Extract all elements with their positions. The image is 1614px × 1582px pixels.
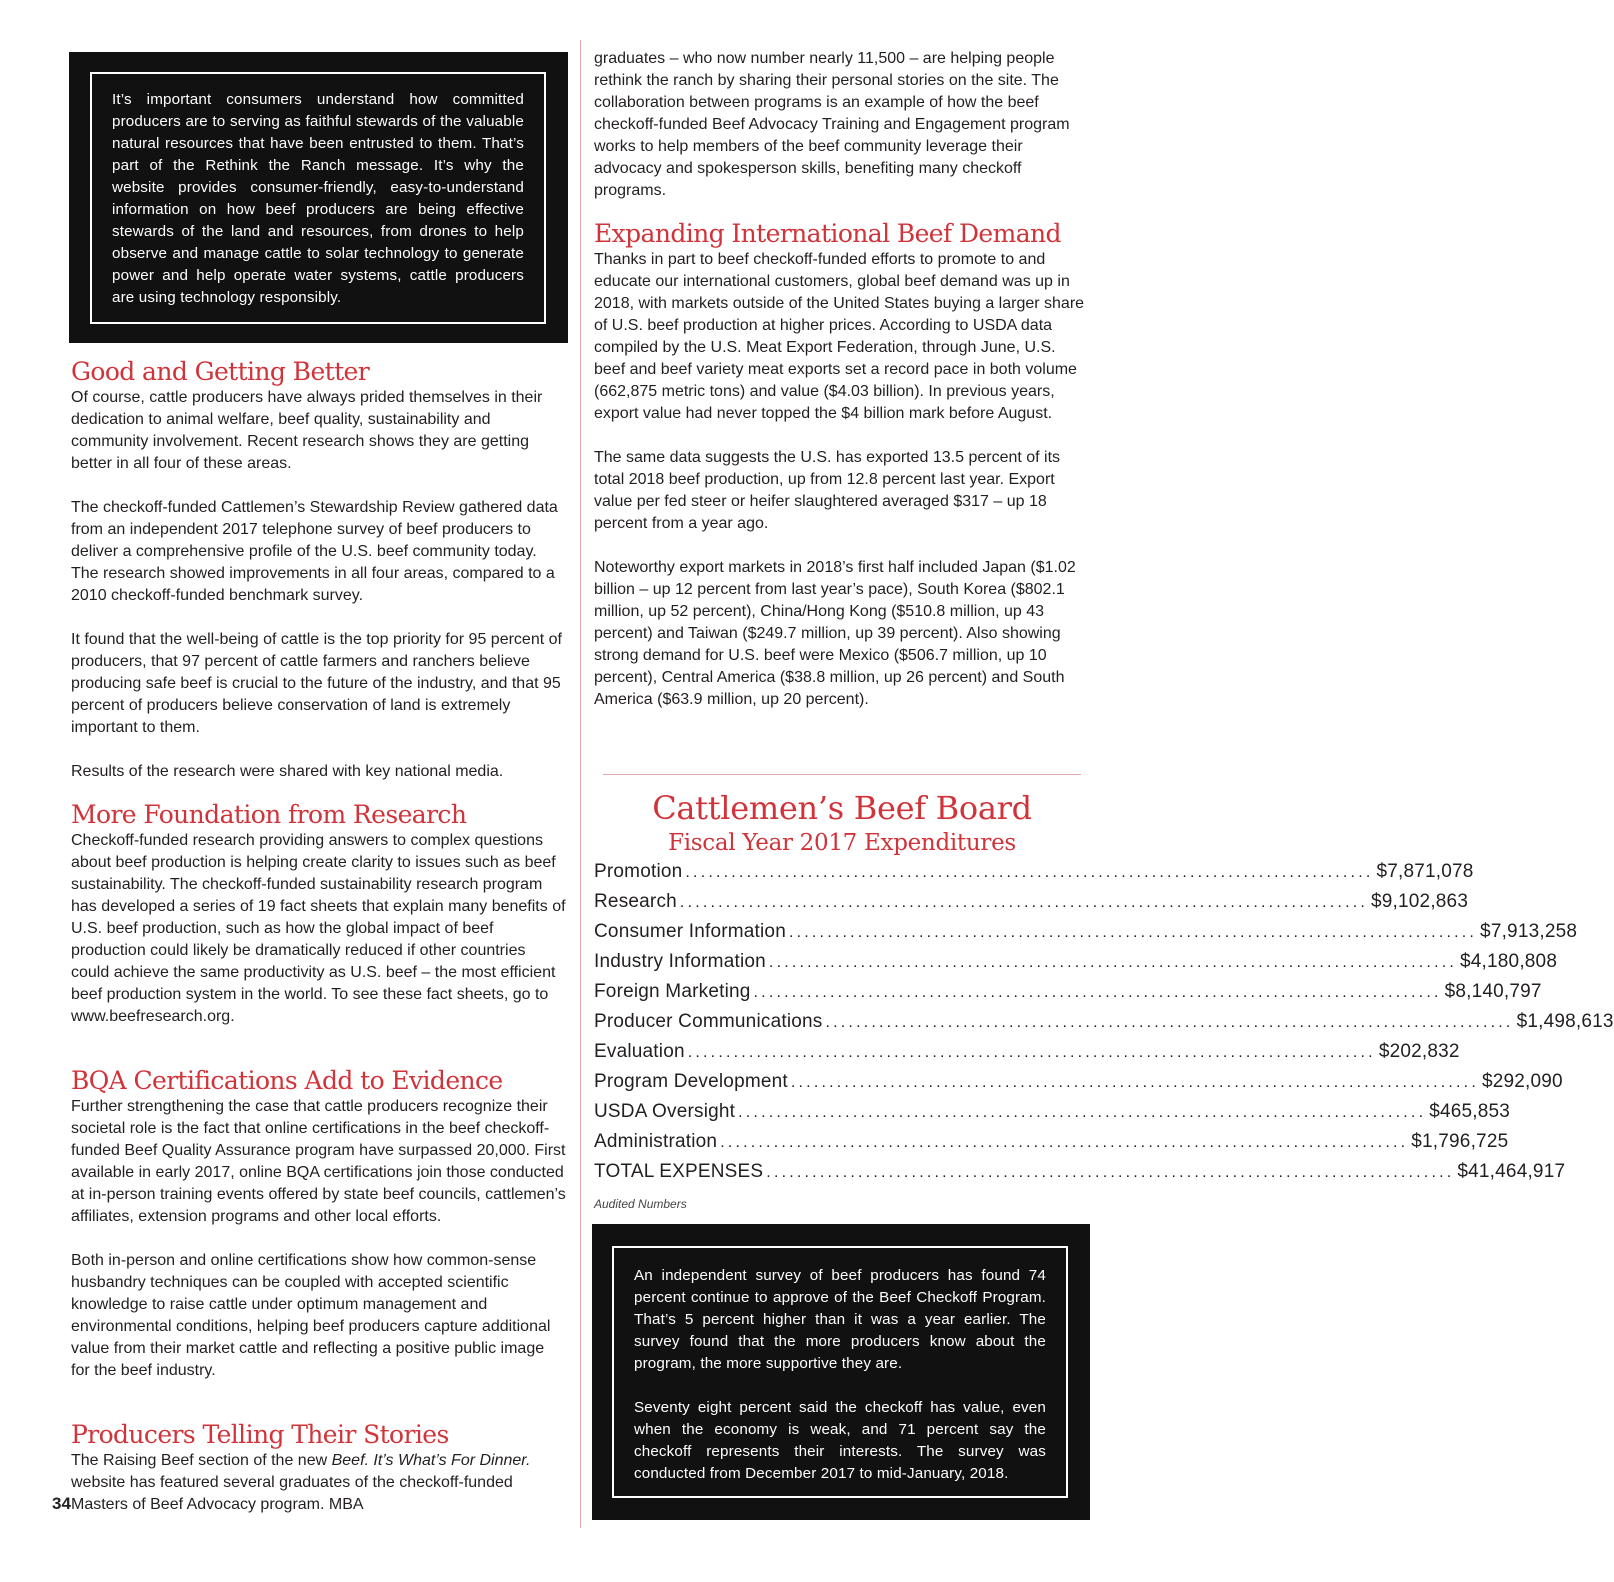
expense-label: Consumer Information <box>594 921 786 942</box>
expense-label: Program Development <box>594 1071 788 1092</box>
expenditure-row <box>594 891 1469 917</box>
callout-text: It’s important consumers understand how committed producers are to serving as faithful stewards of the valuable natural resources that have been entrusted to them. That’s part of the Rethink the Ranch message. It’s why the website provides consumer-friendly, easy-to-understand information on how beef producers are being effective stewards of the land and resources, from drones to help observe and manage cattle to solar technology to generate power and help operate water systems, cattle producers are using technology responsibly. <box>112 91 524 306</box>
column-divider <box>580 40 581 1528</box>
expenditure-row <box>594 861 1474 887</box>
expense-amount: $4,180,808 <box>1460 951 1558 972</box>
board-subtitle: Fiscal Year 2017 Expenditures <box>668 830 1016 856</box>
section-heading: More Foundation from Research <box>71 800 467 829</box>
expense-label: USDA Oversight <box>594 1101 736 1122</box>
board-divider <box>603 774 1081 775</box>
expense-amount: $7,871,078 <box>1376 861 1474 882</box>
expenditure-row <box>594 1041 1460 1067</box>
expense-label: Producer Communications <box>594 1011 823 1032</box>
section-more-foundation <box>71 800 567 1028</box>
expense-amount: $8,140,797 <box>1444 981 1542 1002</box>
expense-amount: $1,796,725 <box>1411 1131 1509 1152</box>
expense-amount: $465,853 <box>1429 1101 1511 1122</box>
expenditure-row <box>594 1131 1509 1157</box>
paragraph: Of course, cattle producers have always prided themselves in their dedication to animal welfare, beef quality, sustainability and community involvement. Recent research shows they are getting better in all four of these areas. <box>71 389 543 472</box>
expense-amount: $9,102,863 <box>1371 891 1469 912</box>
paragraph: Noteworthy export markets in 2018’s first half included Japan ($1.02 billion – up 12 percent from last year’s pace), South Korea ($802.1 million, up 52 percent), China/Hong Kong ($510.8 million, up 43 percent) and Taiwan ($249.7 million, up 39 percent). Also showing strong demand for U.S. beef were Mexico ($506.7 million, up 10 percent), Central America ($38.8 million, up 26 percent) and South America ($63.9 million, up 20 percent). <box>594 559 1076 708</box>
dot-leader: .......................................................................................... <box>788 924 1478 941</box>
dot-leader: .......................................................................................... <box>679 894 1368 911</box>
expense-label: TOTAL EXPENSES <box>594 1161 764 1182</box>
callout-frame <box>612 1246 1068 1498</box>
paragraph: The checkoff-funded Cattlemen’s Stewardship Review gathered data from an independent 2017 telephone survey of beef producers to deliver a comprehensive profile of the U.S. beef community today. The research showed improvements in all four areas, compared to a 2010 checkoff-funded benchmark survey. <box>71 499 558 604</box>
dot-leader: .......................................................................................... <box>768 954 1457 971</box>
dot-leader: .......................................................................................... <box>790 1074 1479 1091</box>
website-name: Beef. It’s What’s For Dinner. <box>331 1452 531 1469</box>
expense-label: Promotion <box>594 861 683 882</box>
paragraph: graduates – who now number nearly 11,500 – are helping people rethink the ranch by sharing their personal stories on the site. The collaboration between programs is an example of how the beef checkoff-funded Beef Advocacy Training and Engagement program works to help members of the beef community leverage their advocacy and spokesperson skills, benefiting many checkoff programs. <box>594 50 1070 199</box>
expense-label: Industry Information <box>594 951 766 972</box>
dot-leader: .......................................................................................... <box>753 984 1442 1001</box>
expense-label: Research <box>594 891 677 912</box>
expenditure-row <box>594 1101 1511 1127</box>
paragraph <box>71 1450 567 1516</box>
paragraph: Results of the research were shared with key national media. <box>71 763 504 780</box>
stewardship-callout <box>69 52 568 343</box>
expenditure-row <box>594 951 1558 977</box>
section-producers-stories <box>71 1420 567 1516</box>
dot-leader: .......................................................................................... <box>738 1104 1427 1121</box>
callout-text: Seventy eight percent said the checkoff has value, even when the economy is weak, and 71 percent say the checkoff represents their interests. The survey was conducted from December 2017 to mid-January, 2018. <box>634 1399 1046 1482</box>
callout-frame <box>90 72 546 324</box>
callout-text: An independent survey of beef producers has found 74 percent continue to approve of the Beef Checkoff Program. That’s 5 percent higher than it was a year earlier. The survey found that the more producers know about the program, the more supportive they are. <box>634 1267 1046 1372</box>
section-heading: Expanding International Beef Demand <box>594 219 1061 248</box>
expense-amount: $41,464,917 <box>1457 1161 1566 1182</box>
paragraph: Thanks in part to beef checkoff-funded efforts to promote to and educate our international customers, global beef demand was up in 2018, with markets outside of the United States buying a larger share of U.S. beef production at higher prices. According to USDA data compiled by the U.S. Meat Export Federation, through June, U.S. beef and beef variety meat exports set a record pace in both volume (662,875 metric tons) and value ($4.03 billion). In previous years, export value had never topped the $4 billion mark before August. <box>594 251 1085 422</box>
expenditure-row <box>594 1011 1614 1037</box>
survey-callout <box>592 1224 1090 1520</box>
section-continued <box>594 48 1090 202</box>
dot-leader: .......................................................................................... <box>685 864 1374 881</box>
section-good-and-getting-better <box>71 357 567 783</box>
expenditure-row <box>594 921 1578 947</box>
section-heading: Good and Getting Better <box>71 357 370 386</box>
text-run: website has featured several graduates of the checkoff-funded Masters of Beef Advocacy program. MBA <box>71 1474 513 1513</box>
paragraph: Checkoff-funded research providing answers to complex questions about beef production is helping create clarity to issues such as beef sustainability. The checkoff-funded sustainability research program has developed a series of 19 fact sheets that explain many benefits of U.S. beef production, such as how the global impact of beef production could likely be dramatically reduced if other countries could achieve the same productivity as U.S. beef – the most efficient beef production system in the world. To see these fact sheets, go to www.beefresearch.org. <box>71 832 566 1025</box>
expense-label: Foreign Marketing <box>594 981 751 1002</box>
text-run: The Raising Beef section of the new <box>71 1452 332 1469</box>
page-number: 34 <box>52 1494 71 1513</box>
dot-leader: .......................................................................................... <box>766 1164 1455 1181</box>
paragraph: Both in-person and online certifications show how common-sense husbandry techniques can be coupled with accepted scientific knowledge to raise cattle under optimum management and environmental conditions, helping beef producers capture additional value from their market cattle and reflecting a positive public image for the beef industry. <box>71 1252 551 1379</box>
section-heading: BQA Certifications Add to Evidence <box>71 1066 503 1095</box>
expenditure-total-row <box>594 1161 1566 1187</box>
board-title: Cattlemen’s Beef Board <box>652 789 1032 827</box>
audited-note: Audited Numbers <box>594 1197 687 1211</box>
dot-leader: .......................................................................................... <box>825 1014 1514 1031</box>
paragraph: The same data suggests the U.S. has exported 13.5 percent of its total 2018 beef production, up from 12.8 percent last year. Export value per fed steer or heifer slaughtered averaged $317 – up 18 percent from a year ago. <box>594 449 1061 532</box>
expenditure-row <box>594 1071 1563 1097</box>
section-heading: Producers Telling Their Stories <box>71 1420 449 1449</box>
dot-leader: .......................................................................................... <box>687 1044 1376 1061</box>
dot-leader: .......................................................................................... <box>720 1134 1409 1151</box>
paragraph: It found that the well-being of cattle is the top priority for 95 percent of producers, that 97 percent of cattle farmers and ranchers believe producing safe beef is crucial to the future of the industry, and that 95 percent of producers believe conservation of land is extremely important to them. <box>71 631 562 736</box>
expense-amount: $202,832 <box>1378 1041 1460 1062</box>
expense-amount: $7,913,258 <box>1480 921 1578 942</box>
expense-amount: $1,498,613 <box>1516 1011 1614 1032</box>
section-international-demand <box>594 219 1090 711</box>
section-bqa-certifications <box>71 1066 567 1382</box>
expense-amount: $292,090 <box>1481 1071 1563 1092</box>
expense-label: Administration <box>594 1131 718 1152</box>
expenditure-row <box>594 981 1542 1007</box>
expense-label: Evaluation <box>594 1041 685 1062</box>
paragraph: Further strengthening the case that cattle producers recognize their societal role is the fact that online certifications in the beef checkoff-funded Beef Quality Assurance program have surpassed 20,000. First available in early 2017, online BQA certifications join those conducted at in-person training events offered by state beef councils, cattlemen’s affiliates, extension programs and other local efforts. <box>71 1098 566 1225</box>
